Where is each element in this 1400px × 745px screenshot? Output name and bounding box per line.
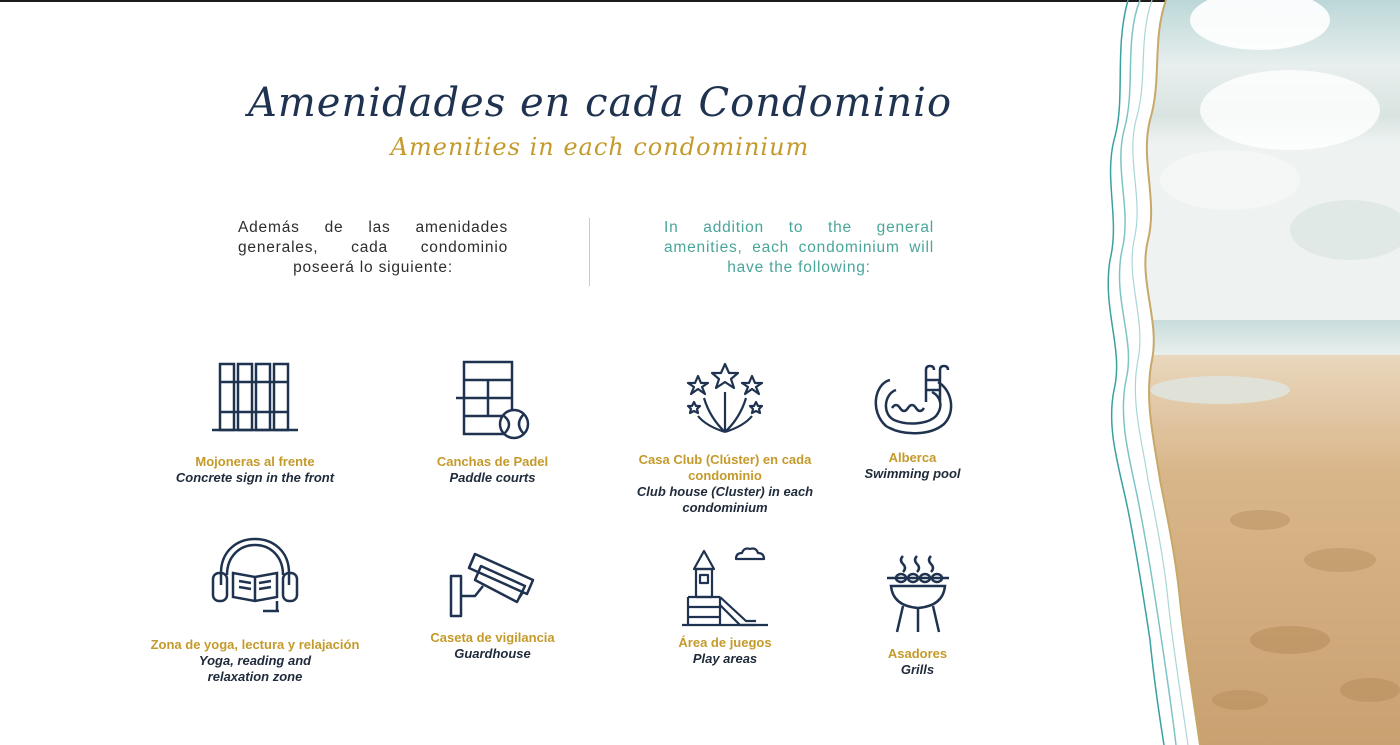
page-subtitle: Amenities in each condominium <box>390 133 810 161</box>
amenity-label-es: Mojoneras al frente <box>195 454 315 469</box>
pool-icon <box>868 362 958 438</box>
amenity-label-en: Yoga, reading and relaxation zone <box>198 653 312 684</box>
grill-icon <box>883 552 953 636</box>
amenity-label-es: Zona de yoga, lectura y relajación <box>150 637 360 652</box>
amenity-label-es: Alberca <box>888 450 937 465</box>
amenity-label-en: Concrete sign in the front <box>175 470 335 485</box>
amenity-label-en: Club house (Cluster) in each condominium <box>636 484 814 515</box>
paddle-court-icon <box>448 358 538 442</box>
page-title: Amenidades en cada Condominio <box>247 80 953 126</box>
amenity-label-es: Casa Club (Clúster) en cada condominio <box>638 452 812 483</box>
amenity-label-en: Grills <box>900 662 935 677</box>
playground-icon <box>680 545 770 629</box>
intro-divider <box>589 218 590 286</box>
amenity-label-es: Caseta de vigilancia <box>430 630 555 645</box>
amenity-concrete-sign <box>150 358 360 486</box>
intro-english: In addition to the general amenities, each condominium will have the following: <box>664 219 934 276</box>
amenity-label-es: Área de juegos <box>678 635 772 650</box>
amenity-label-en: Swimming pool <box>864 466 961 481</box>
amenity-play-areas <box>650 545 800 667</box>
fence-icon <box>210 358 300 434</box>
headphones-book-icon <box>207 535 303 617</box>
security-camera-icon <box>445 536 541 620</box>
amenity-guardhouse <box>400 536 585 662</box>
amenity-label-en: Guardhouse <box>454 646 531 661</box>
amenity-yoga-zone <box>130 535 380 685</box>
amenity-label-es: Asadores <box>887 646 948 661</box>
amenity-club-house <box>630 358 820 516</box>
beach-photo <box>1080 0 1400 745</box>
amenity-label-es: Canchas de Padel <box>436 454 549 469</box>
amenity-label-en: Play areas <box>692 651 758 666</box>
intro-spanish: Además de las amenidades generales, cada condominio poseerá lo siguiente: <box>238 219 508 276</box>
amenity-pool <box>860 362 965 482</box>
amenity-paddle-courts <box>400 358 585 486</box>
amenity-grills <box>865 552 970 678</box>
fireworks-icon <box>680 358 770 438</box>
amenity-label-en: Paddle courts <box>449 470 536 485</box>
